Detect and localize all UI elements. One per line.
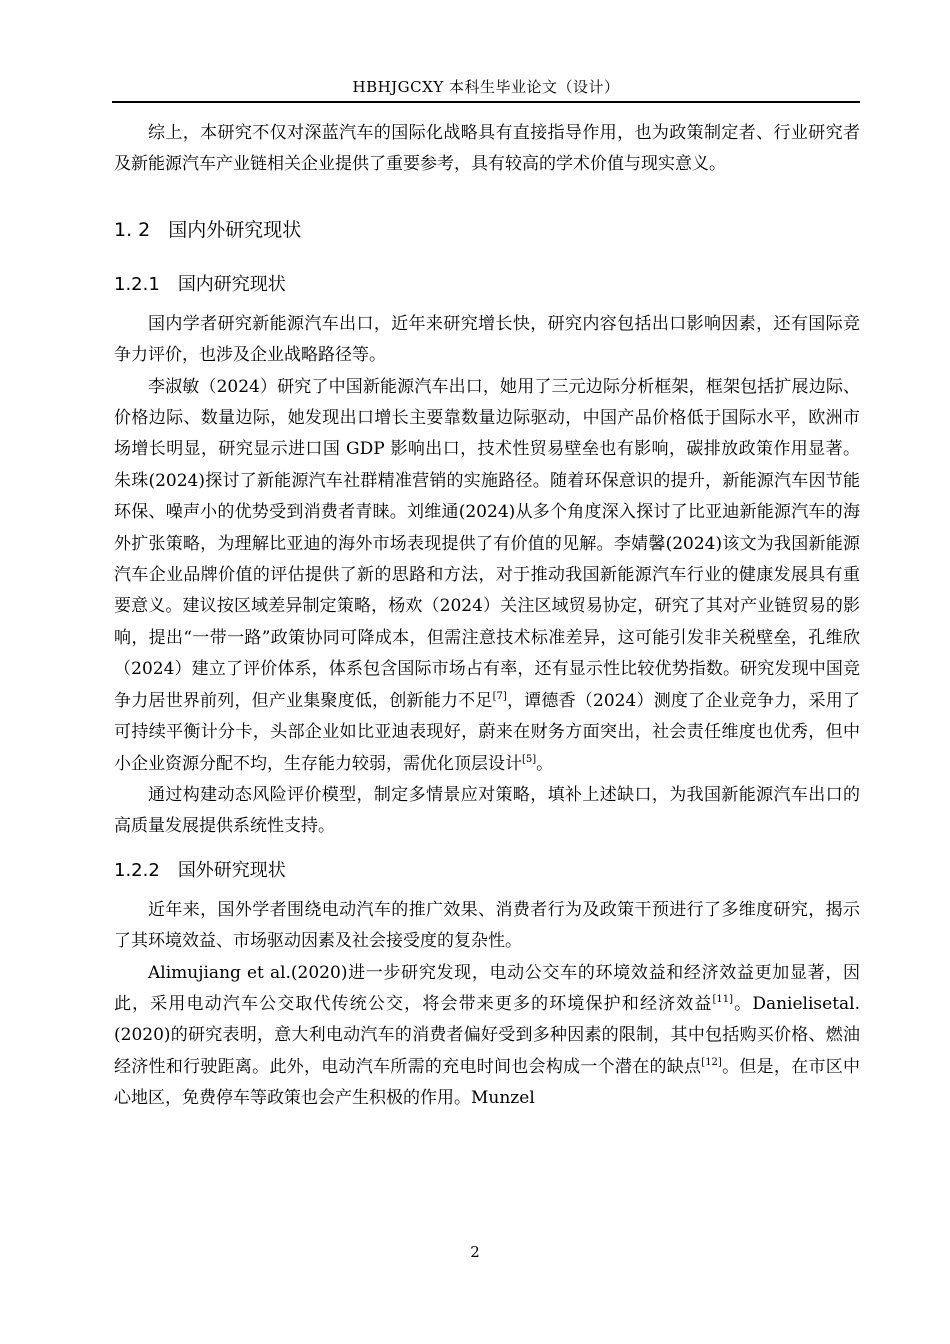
section-number: 1. 2 xyxy=(114,218,151,241)
paragraph-foreign-1: 近年来，国外学者围绕电动汽车的推广效果、消费者行为及政策干预进行了多维度研究，揭示了其环境效益、市场驱动因素及社会接受度的复杂性。 xyxy=(114,899,860,952)
text-run: 。 xyxy=(536,753,554,774)
citation-12[interactable]: [12] xyxy=(701,1056,722,1068)
subsection-number: 1.2.1 xyxy=(114,273,160,295)
text-run: 。但是，在市区中心地区，免费停车等政策也会产生积极的作用。Munzel xyxy=(114,1056,861,1109)
body-content xyxy=(114,118,860,1115)
running-header: HBHJGCXY 本科生毕业论文（设计） xyxy=(352,78,620,96)
citation-7[interactable]: [7] xyxy=(492,690,507,702)
section-title: 国内外研究现状 xyxy=(168,218,302,241)
text-run: Alimujiang et al.(2020)进一步研究发现，电动公交车的环境效益和经济效益更加显著，因此，采用电动汽车公交取代传统公交，将会带来更多的环境保护和经济效益 xyxy=(114,962,860,1014)
subsection-title: 国内研究现状 xyxy=(177,273,286,295)
text-run: ，谭德香（2024）测度了企业竞争力，采用了可持续平衡计分卡，头部企业如比亚迪表现好，蔚来在财务方面突出，社会责任维度也优秀，但中小企业资源分配不均，生存能力较弱，需优化顶层设计 xyxy=(114,690,860,774)
text-run: 李淑敏（2024）研究了中国新能源汽车出口，她用了三元边际分析框架，框架包括扩展边际、价格边际、数量边际，她发现出口增长主要靠数量边际驱动，中国产品价格低于国际水平，欧洲市场增长明显，研究显示进口国 GDP 影响出口，技术性贸易壁垒也有影响，碳排放政策作用显著。朱珠(2024)探讨了新能源汽车社群精准营销的实施路径。随着环保意识的提升，新能源汽车因节能环保、噪声小的优势受到消费者青睐。刘维通(2024)从多个角度深入探讨了比亚迪新能源汽车的海外扩张策略，为理解比亚迪的海外市场表现提供了有价值的见解。李婧馨(2024)该文为我国新能源汽车企业品牌价值的评估提供了新的思路和方法，对于推动我国新能源汽车行业的健康发展具有重要意义。建议按区域差异制定策略，杨欢（2024）关注区域贸易协定，研究了其对产业链贸易的影响，提出“一带一路”政策协同可降成本，但需注意技术标准差异，这可能引发非关税壁垒，孔维欣（2024）建立了评价体系，体系包含国际市场占有率，还有显示性比较优势指数。研究发现中国竞争力居世界前列，但产业集聚度低，创新能力不足 xyxy=(114,376,860,711)
paragraph-domestic-3: 通过构建动态风险评价模型，制定多情景应对策略，填补上述缺口，为我国新能源汽车出口的高质量发展提供系统性支持。 xyxy=(114,784,860,837)
section-heading-1-2 xyxy=(114,215,860,245)
paragraph-intro: 综上，本研究不仅对深蓝汽车的国际化战略具有直接指导作用，也为政策制定者、行业研究者及新能源汽车产业链相关企业提供了重要参考，具有较高的学术价值与现实意义。 xyxy=(114,123,860,175)
header-divider xyxy=(112,101,860,103)
subsection-number: 1.2.2 xyxy=(114,859,160,881)
subsection-heading-1-2-2 xyxy=(114,857,860,885)
page-number: 2 xyxy=(470,1243,480,1261)
citation-11[interactable]: [11] xyxy=(712,993,734,1005)
subsection-title: 国外研究现状 xyxy=(177,859,286,881)
citation-5[interactable]: [5] xyxy=(522,753,537,765)
paragraph-domestic-1: 国内学者研究新能源汽车出口，近年来研究增长快，研究内容包括出口影响因素，还有国际竞争力评价，也涉及企业战略路径等。 xyxy=(114,313,860,366)
text-run: 。Danielisetal.(2020)的研究表明，意大利电动汽车的消费者偏好受到多种因素的限制，其中包括购买价格、燃油经济性和行驶距离。此外，电动汽车所需的充电时间也会构成一个潜在的缺点 xyxy=(114,993,860,1077)
paragraph-foreign-2 xyxy=(114,958,860,1115)
paragraph-domestic-2 xyxy=(114,372,860,780)
subsection-heading-1-2-1 xyxy=(114,271,860,299)
